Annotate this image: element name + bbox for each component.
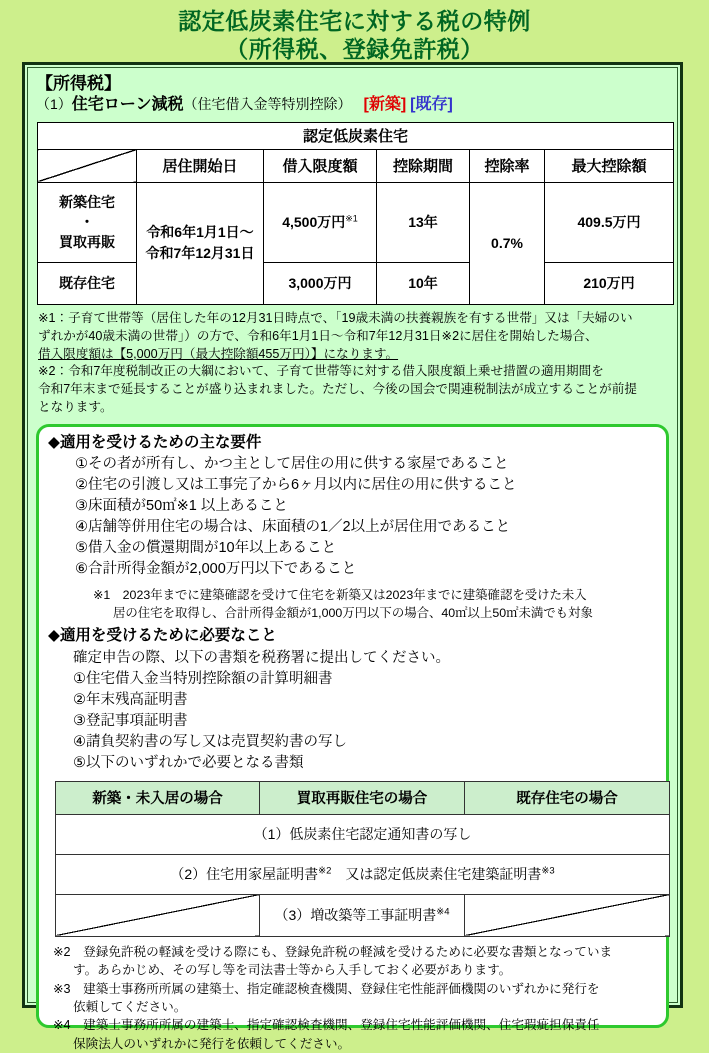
documents-row-1: （1）低炭素住宅認定通知書の写し [56,814,670,854]
table1-row1-name-line3: 買取再販 [59,234,115,251]
documents-row-3-left-empty [56,894,260,936]
list-item: ⑤借入金の償還期間が10年以上あること [75,540,337,557]
list-item: ②年末残高証明書 [73,691,188,708]
list-item: ⑥合計所得金額が2,000万円以下であること [75,561,357,578]
footnote-doc-3-line-1: ※3 建築士事務所所属の建築士、指定確認検査機関、登録住宅性能評価機関のいずれかに発行を [53,981,600,996]
table1-header-max-deduction: 最大控除額 [545,149,674,182]
list-item: ②住宅の引渡し又は工事完了から6ヶ月以内に居住の用に供すること [75,477,517,494]
loan-deduction-table-wrap [37,122,669,305]
footnote-1-line-1: ※1：子育て世帯等（居住した年の12月31日時点で、「19歳未満の扶養親族を有する世帯」又は「夫婦のい [38,310,633,325]
page-title [0,0,709,63]
table1-row2-period: 10年 [377,262,470,304]
documents-row-3 [260,894,465,936]
table1-row1-loan-limit-value: 4,500万円 [282,214,346,231]
list-item: ①住宅借入金当特別控除額の計算明細書 [73,670,333,687]
list-item: ⑤以下のいずれかで必要となる書類 [73,754,304,771]
table1-corner-diagonal-cell [38,149,137,182]
table1-date-line1: 令和6年1月1日～ [146,224,254,241]
table1-row1-name [38,182,137,262]
table1-row2-name: 既存住宅 [38,262,137,304]
table-row [38,182,674,262]
income-tax-panel [22,62,683,1051]
documents-row-2-footnote-ref-alt: ※3 [541,865,555,877]
footnote-doc-3-line-2: 依頼してください。 [73,999,187,1014]
requirements-footnote-line-2: 居の住宅を取得し、合計所得金額が1,000万円以下の場合、40㎡以上50㎡未満でも対象 [113,605,593,620]
page-title-line-2: （所得税、登録免許税） [225,36,484,63]
footnote-1-line-2: ずれかが40歳未満の世帯」）の方で、令和6年1月1日～令和7年12月31日※2に居住を開始した場合、 [38,328,598,343]
footnote-doc-2-line-1: ※2 登録免許税の軽減を受ける際にも、登録免許税の軽減を受けるために必要な書類となっていま [53,944,613,959]
requirements-footnote-line-1: ※1 2023年までに建築確認を受けて住宅を新築又は2023年までに建築確認を受けた未入 [93,588,587,603]
table1-row1-name-line2: ・ [80,214,94,231]
badge-existing: [既存] [410,96,453,114]
documents-row-3-footnote-ref: ※4 [436,906,450,918]
necessary-list [73,648,658,774]
table-row [38,262,674,304]
footnote-1-line-3: 借入限度額は【5,000万円（最大控除額455万円）】になります。 [38,346,399,361]
table-row [56,814,670,854]
footnote-2-line-1: ※2：令和7年度税制改正の大綱において、子育て世帯等に対する借入限度額上乗せ措置の適用期間を [38,364,604,379]
necessary-heading: ◆適用を受けるために必要なこと [48,626,277,644]
table1-row1-period: 13年 [377,182,470,262]
table1-row1-max-deduction: 409.5万円 [545,182,674,262]
footnote-doc-4-line-1: ※4 建築士事務所所属の建築士、指定確認検査機関、登録住宅性能評価機関、住宅瑕疵担保責任 [53,1018,600,1033]
table1-row1-loan-limit [264,182,377,262]
loan-deduction-table [37,122,674,305]
list-item: ③床面積が50㎡※1 以上あること [75,498,288,515]
table1-footnotes [38,310,667,417]
requirements-list [75,454,658,580]
documents-row-2-text: （2）住宅用家屋証明書 [170,866,319,883]
table1-header-loan-limit: 借入限度額 [264,149,377,182]
documents-table-wrap [55,781,652,937]
documents-row-3-right-empty [465,894,670,936]
documents-table-header-row [56,781,670,814]
table1-caption: 認定低炭素住宅 [38,122,674,149]
table1-header-deduction-rate: 控除率 [470,149,545,182]
list-item: ④請負契約書の写し又は売買契約書の写し [73,733,347,750]
footnote-2-line-2: 令和7年末まで延長することが盛り込まれました。ただし、今後の国会で関連税制法が成立することが前提 [38,382,637,397]
table1-move-in-date-value [137,182,264,304]
table-caption-row [38,122,674,149]
list-item: ①その者が所有し、かつ主として居住の用に供する家屋であること [75,456,509,473]
page-title-line-1: 認定低炭素住宅に対する税の特例 [178,8,531,34]
footnote-doc-2-line-2: す。あらかじめ、その写し等を司法書士等から入手しておく必要があります。 [73,963,512,978]
requirements-footnote [93,587,658,622]
table-row [56,894,670,936]
subsection-title: 住宅ローン減税 [71,96,184,114]
table1-deduction-rate-value: 0.7% [470,182,545,304]
table1-header-row [38,149,674,182]
documents-header-new-build: 新築・未入居の場合 [56,781,260,814]
section-heading: 【所得税】 [36,74,121,93]
documents-table [55,781,670,937]
badge-new-construction: [新築] [363,96,407,114]
footnote-doc-4-line-2: 保険法人のいずれかに発行を依頼してください。 [73,1036,351,1051]
subsection-paren: （住宅借入金等特別控除） [183,96,352,113]
documents-row-2-footnote-ref: ※2 [318,865,332,877]
requirements-box [36,424,669,1051]
table1-header-deduction-period: 控除期間 [377,149,470,182]
necessary-intro: 確定申告の際、以下の書類を税務署に提出してください。 [73,649,450,666]
table1-row1-name-line1: 新築住宅 [59,193,115,210]
footnote-2-line-3: となります。 [38,400,113,415]
requirements-heading: ◆適用を受けるための主な要件 [48,434,262,452]
documents-footnotes [53,943,653,1053]
table-row [56,854,670,894]
subsection-number: （1） [36,96,72,113]
table1-header-move-in-date: 居住開始日 [137,149,264,182]
table1-row2-max-deduction: 210万円 [545,262,674,304]
table1-row1-loan-limit-footnote-ref: ※1 [345,213,358,224]
documents-row-3-text: （3）増改築等工事証明書 [274,907,437,924]
subsection-heading [36,95,671,116]
documents-row-2-text-alt: 又は認定低炭素住宅建築証明書 [331,866,542,883]
table1-date-line2: 令和7年12月31日 [145,245,255,262]
table1-row2-loan-limit: 3,000万円 [264,262,377,304]
documents-row-2 [56,854,670,894]
list-item: ③登記事項証明書 [73,712,188,729]
documents-header-existing: 既存住宅の場合 [465,781,670,814]
documents-header-resale: 買取再販住宅の場合 [260,781,465,814]
list-item: ④店舗等併用住宅の場合は、床面積の1／2以上が居住用であること [75,519,511,536]
